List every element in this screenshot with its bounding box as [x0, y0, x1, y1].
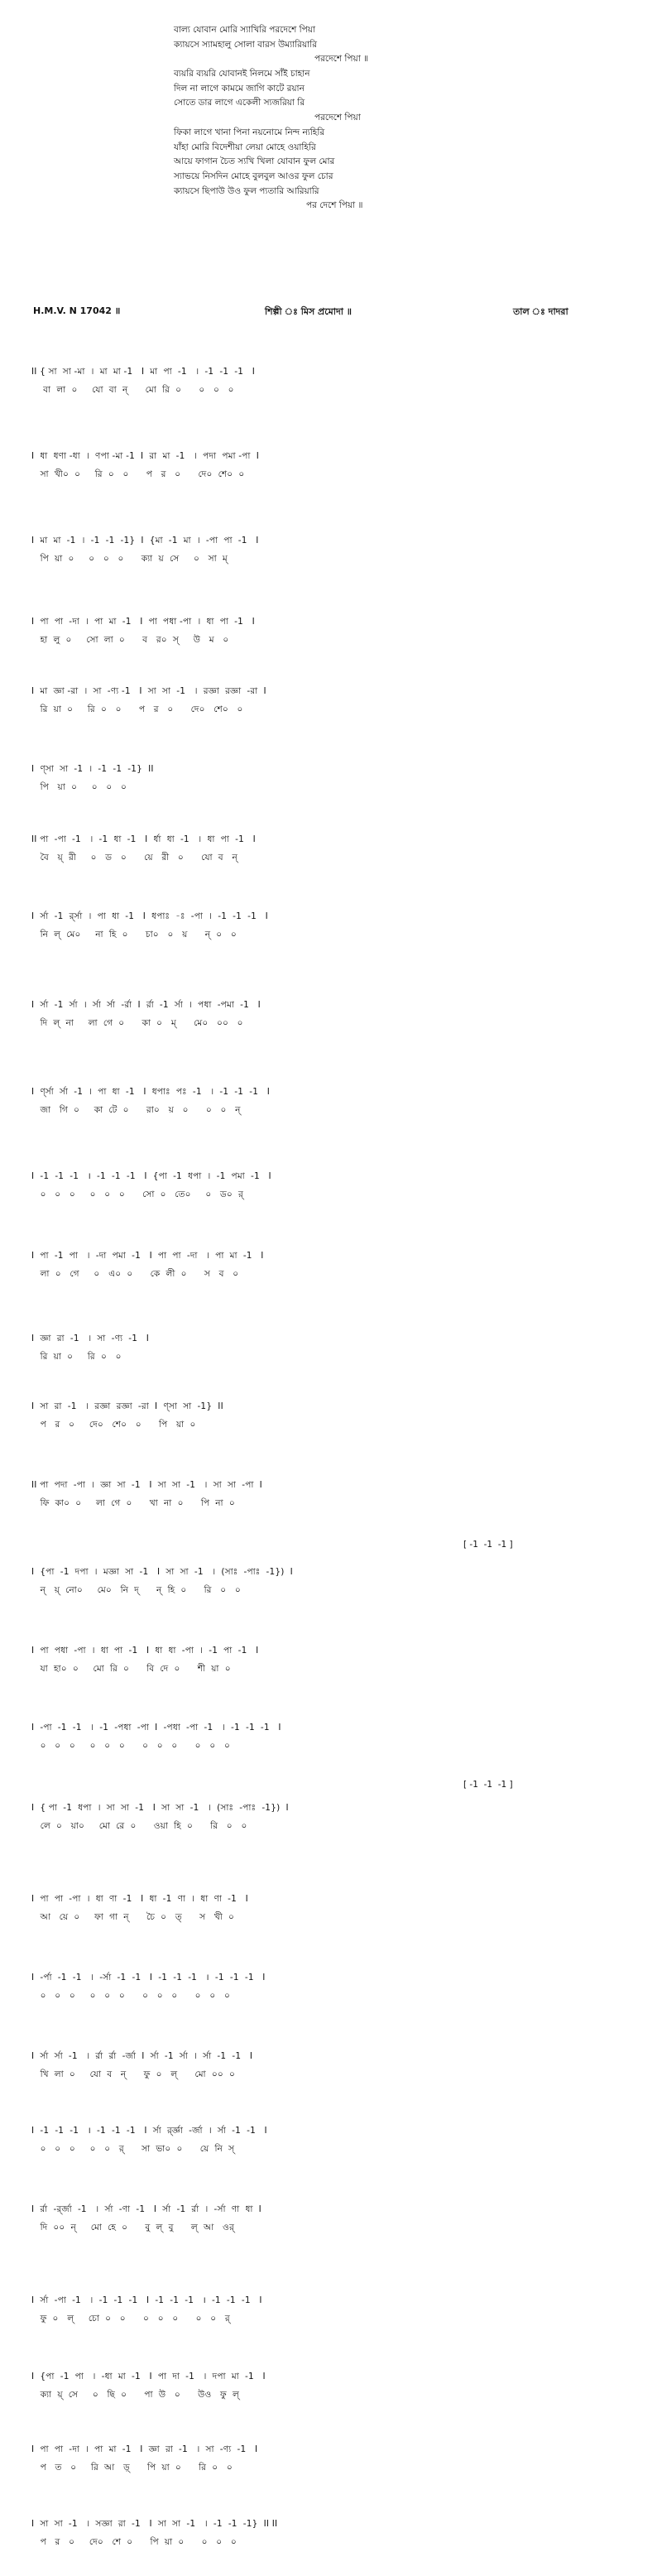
notation-row — [31, 364, 636, 397]
notation-row — [31, 1564, 636, 1598]
lyric-syllable-line: সা খী০ ০ রি ০ ০ প র ০ দে০ শে০ ০ — [31, 469, 245, 479]
lyric-syllable-line: ন্ য়্ নো০ মে০ নি দ্ ন্ হি ০ রি ০ ০ — [31, 1585, 241, 1595]
lyric-syllable-line: ০ ০ ০ ০ ০ ০ সো ০ তে০ ০ ড০ র্ — [31, 1189, 243, 1199]
swara-line: I র্সা -1 র্সা । র্সা র্সা -র্রা I র্রা -1 র্সা । পধা -পমা -1 I — [31, 1000, 261, 1010]
lyric-line: পর দেশে পিয়া ॥ — [306, 200, 363, 211]
lyric-syllable-line: রি য়া ০ রি ০ ০ — [31, 1352, 122, 1362]
notation-row — [31, 1478, 636, 1511]
swara-line: I সা রা -1 । রজ্ঞা রজ্ঞা -রা I ণ্সা সা -1} II — [31, 1401, 223, 1411]
swara-line: I -1 -1 -1 । -1 -1 -1 I র্সা র্র্জ্ঞা -র্জা । র্সা -1 -1 I — [31, 2126, 267, 2136]
swara-line: I পা পা -দা । পা মা -1 I পা পধা -পা । ধা পা -1 I — [31, 617, 255, 627]
swara-line: I পা পা -পা । ধা ণা -1 I ধা -1 ণা । ধা ণা -1 I — [31, 1894, 248, 1904]
lyric-syllable-line: রি য়া ০ রি ০ ০ প র ০ দে০ শে০ ০ — [31, 704, 243, 714]
notation-row — [31, 684, 636, 717]
lyric-syllable-line: খি লা ০ যো ব ন্ ফু ০ ল্ মো ০০ ০ — [31, 2069, 236, 2079]
swara-line: I {পা -1 দপা । মজ্ঞা সা -1 I সা সা -1 । (সাঃ -পাঃ -1}) I — [31, 1567, 293, 1577]
taal-name: তাল ঃ দাদরা — [513, 306, 568, 317]
artist-name: শিল্পী ঃ মিস প্রমোদা ॥ — [265, 306, 352, 317]
lyric-line: ক্যায়সে স্যামহালু সোলা বারস উম্যারিয়ারি — [174, 39, 317, 50]
lyric-line: যাঁহা মোরি বিদেশীয়া লেয়া মোহে ওয়াহিরি — [174, 142, 316, 152]
lyric-syllable-line: যা হা০ ০ মো রি ০ বি দে ০ শী য়া ০ — [31, 1664, 231, 1674]
lyric-syllable-line: বৈ য়্ রী ০ ড ০ য়ে রী ০ যো ব ন্ — [31, 853, 237, 863]
swara-line: I র্সা র্সা -1 । র্রা র্রা -র্জা I র্সা -1 র্সা । র্সা -1 -1 I — [31, 2051, 253, 2061]
lyric-line: পরদেশে পিয়া ॥ — [314, 54, 369, 65]
lyric-line: স্যাভয়ে নিসদিন মোহে বুলবুল আওর ফুল চোর — [174, 171, 333, 181]
swara-line: II { সা সা -মা । মা মা -1 I মা পা -1 । -1 -1 -1 I — [31, 367, 256, 377]
notation-row — [31, 832, 636, 865]
lyric-syllable-line: বা লা ০ যো বা ন্ মো রি ০ ০ ০ ০ — [31, 385, 234, 395]
notation-row — [31, 762, 636, 795]
swara-line: I র্ণ্সা র্সা -1 । পা ধা -1 I ধপাঃ পঃ -1 । -1 -1 -1 I — [31, 1087, 271, 1097]
notation-row — [31, 2442, 636, 2475]
lyric-syllable-line: দি ০০ ন্ মো হে ০ বু ল্ বু ল্ আ ওর্ — [31, 2223, 234, 2232]
swara-line: I { পা -1 ধপা । সা সা -1 I সা সা -1 । (সাঃ -পাঃ -1}) I — [31, 1803, 289, 1813]
swara-line: I ধা ধণা -ধা । ণপা -মা -1 I রা মা -1 । পদা পমা -পা I — [31, 451, 259, 461]
notation-row — [31, 2293, 636, 2326]
swara-line: I পা পা -দা । পা মা -1 I জ্ঞা রা -1 । সা -ণ্য -1 I — [31, 2444, 258, 2454]
swara-line: I {পা -1 পা । -ধা মা -1 I পা দা -1 । দপা মা -1 I — [31, 2372, 266, 2381]
optional-bracket: [ -1 -1 -1 ] — [463, 1780, 513, 1790]
swara-line: I -1 -1 -1 । -1 -1 -1 I {পা -1 ধপা । -1 পমা -1 I — [31, 1171, 271, 1181]
notation-header — [33, 305, 629, 321]
notation-row — [31, 2516, 636, 2550]
lyric-syllable-line: লে ০ য়া০ মো রে ০ ওয়া হি ০ রি ০ ০ — [31, 1821, 247, 1831]
lyric-syllable-line: ক্যা য়্ সে ০ ছি ০ পা উ ০ উও ফু ল্ — [31, 2390, 239, 2400]
notation-row — [31, 1970, 636, 2003]
swara-line: I মা জ্ঞা -রা । সা -ণ্য -1 I সা সা -1 । রজ্ঞা রজ্ঞা -রা I — [31, 686, 266, 696]
notation-row — [31, 1399, 636, 1432]
lyric-syllable-line: পি য়া ০ ০ ০ ০ ক্যা য় সে ০ সা ম্ — [31, 554, 228, 564]
swara-line: I পা -1 পা । -দা পমা -1 I পা পা -দা । পা মা -1 I — [31, 1251, 264, 1261]
lyric-syllable-line: আ য়ে ০ ফা গা ন্ চৈ ০ ত্ স খী ০ — [31, 1912, 235, 1922]
lyric-line: পরদেশে পিয়া — [314, 113, 361, 123]
lyric-line: ব্যয়রি ব্যয়রি যোবানই নিলমে সাঁই চাহান — [174, 69, 310, 79]
notation-row — [31, 997, 636, 1031]
lyric-syllable-line: পি য়া ০ ০ ০ ০ — [31, 782, 127, 792]
lyric-syllable-line: ফি কা০ ০ লা গে ০ খা না ০ পি না ০ — [31, 1498, 235, 1508]
swara-line: I -পা -1 -1 । -1 -পধা -পা I -পধা -পা -1 । -1 -1 -1 I — [31, 1723, 281, 1733]
lyric-line: সোতে ডার লাগে একেলী স্যজরিয়া রি — [174, 98, 305, 108]
lyric-syllable-line: প র ০ দে০ শে ০ পি য়া ০ ০ ০ ০ — [31, 2537, 237, 2547]
swara-line: I মা মা -1 । -1 -1 -1} I {মা -1 মা । -পা পা -1 I — [31, 536, 259, 545]
lyric-syllable-line: প ত ০ রি আ ড়্ পি য়া ০ রি ০ ০ — [31, 2463, 233, 2473]
notation-row — [31, 1800, 636, 1833]
swara-line: I র্সা -পা -1 । -1 -1 -1 I -1 -1 -1 । -1 -1 -1 I — [31, 2295, 262, 2305]
notation-row — [31, 909, 636, 942]
lyric-syllable-line: ফু ০ ল্ চো ০ ০ ০ ০ ০ ০ ০ র্ — [31, 2314, 230, 2324]
swara-line: I র্সা -1 র্র্সা । পা ধা -1 I ধপাঃ -ঃ -পা । -1 -1 -1 I — [31, 911, 268, 921]
lyric-syllable-line: দি ল্ না লা গে ০ কা ০ ম্ মে০ ০০ ০ — [31, 1018, 243, 1028]
lyric-syllable-line: ০ ০ ০ ০ ০ ০ ০ ০ ০ ০ ০ ০ — [31, 1741, 230, 1751]
notation-row — [31, 2369, 636, 2402]
swara-line: II পা পদা -পা । জ্ঞা সা -1 I সা সা -1 । সা সা -পা I — [31, 1480, 262, 1490]
notation-row — [31, 2123, 636, 2156]
notation-row — [31, 449, 636, 482]
record-number: H.M.V. N 17042 ॥ — [33, 305, 121, 316]
notation-row — [31, 1331, 636, 1364]
notation-row — [31, 1643, 636, 1676]
lyrics-block — [174, 23, 521, 214]
notation-row — [31, 614, 636, 647]
swara-line: I র্রা -র্র্জা -1 । র্সা -ণা -1 I র্সা -1 র্রা । -র্সা ণা ধা I — [31, 2204, 261, 2214]
lyric-line: বাল্য যোবান মোরি স্যাখিরি পরদেশে পিয়া — [174, 25, 316, 35]
lyric-syllable-line: লা ০ গে ০ এ০ ০ কে লী ০ স ব ০ — [31, 1269, 239, 1279]
notation-row — [31, 1720, 636, 1753]
lyric-line: ক্যায়সে ছিপাউ উও ফুল প্যতারি আরিয়ারি — [174, 185, 319, 196]
swara-line: II পা -পা -1 । -1 ধা -1 I র্ধা ধা -1 । ধা পা -1 I — [31, 834, 256, 844]
swara-line: I -র্পা -1 -1 । -র্সা -1 -1 I -1 -1 -1 । -1 -1 -1 I — [31, 1973, 266, 1982]
swara-line: I সা সা -1 । সজ্ঞা রা -1 I সা সা -1 । -1 -1 -1} II II — [31, 2519, 278, 2529]
lyric-line: দিল না লাগে কামমে জাগি কাটে রয়ান — [174, 83, 305, 94]
notation-row — [31, 2202, 636, 2235]
lyric-line: ফিকা লাগে খানা পিনা নয়নোমে নিন্দ ন্যহিরি — [174, 127, 325, 137]
lyric-syllable-line: হা লু ০ সো লা ০ ব র০ স্ উ ম ০ — [31, 635, 229, 645]
notation-row — [31, 1891, 636, 1925]
optional-bracket: [ -1 -1 -1 ] — [463, 1540, 513, 1550]
swara-line: I পা পধা -পা । ধা পা -1 I ধা ধা -পা । -1 পা -1 I — [31, 1646, 259, 1656]
lyric-syllable-line: ০ ০ ০ ০ ০ ০ ০ ০ ০ ০ ০ ০ — [31, 1991, 230, 2001]
lyric-line: আয়ে ফাগান চৈত স্যখি খিলা যোবান ফুল মোর — [174, 156, 335, 167]
lyric-syllable-line: প র ০ দে০ শে০ ০ পি য়া ০ — [31, 1420, 196, 1430]
notation-row — [31, 533, 636, 566]
notation-row — [31, 2049, 636, 2082]
lyric-syllable-line: ০ ০ ০ ০ ০ র্ সা ভা০ ০ য়ে নি স্ — [31, 2144, 235, 2154]
lyric-syllable-line: নি ল্ মে০ না হি ০ চা০ ০ য় ন্ ০ ০ — [31, 930, 237, 940]
swara-line: I জ্ঞা রা -1 । সা -ণ্য -1 I — [31, 1334, 150, 1343]
notation-row — [31, 1248, 636, 1281]
swara-line: I ণ্সা সা -1 । -1 -1 -1} II — [31, 764, 154, 774]
notation-row — [31, 1084, 636, 1117]
lyric-syllable-line: জা গি ০ কা টে ০ রা০ য় ০ ০ ০ ন্ — [31, 1105, 241, 1115]
notation-row — [31, 1169, 636, 1202]
